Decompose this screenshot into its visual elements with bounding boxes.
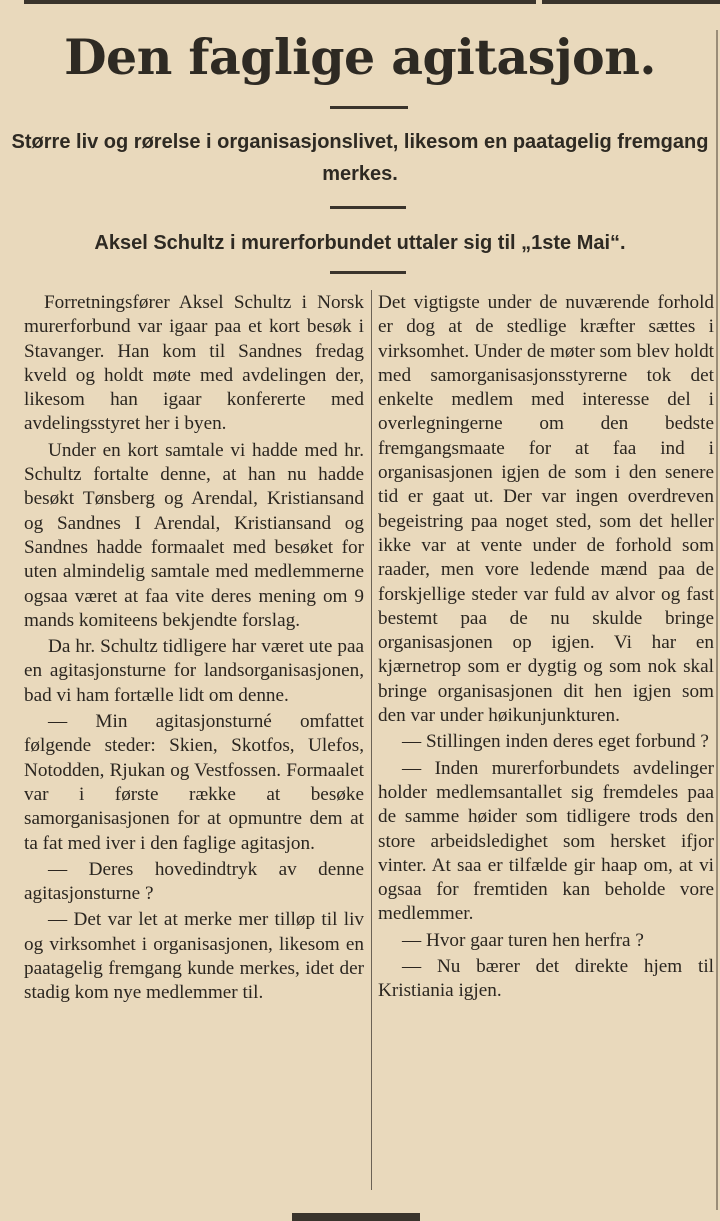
subheadline: Større liv og rørelse i organisasjonslivet, likesom en paatagelig fremgang merkes. [11,131,709,185]
kicker: Aksel Schultz i murerforbundet uttaler sig til „1ste Mai“. [94,232,626,254]
column-divider [371,290,372,1190]
paragraph: — Nu bærer det direkte hjem til Kristiania igjen. [378,956,714,1002]
paragraph: — Deres hovedindtryk av denne agitasjonsturne ? [24,858,364,905]
paragraph: — Min agitasjonsturné omfattet følgende steder: Skien, Skotfos, Ulefos, Notodden, Rjukan og Vestfossen. Formaalet var i første række at besøke samorganisasjonen for at opmuntre dem at ta fat med iver i den faglige agitasjon. [24,711,364,854]
paragraph: — Stillingen inden deres eget forbund ? [402,731,709,753]
kicker-rule [330,271,406,274]
top-border-rule [24,0,536,4]
right-column [378,291,714,1006]
top-border-rule-right [542,0,720,4]
headline: Den faglige agitasjon. [64,28,656,86]
paragraph: Forretningsfører Aksel Schultz i Norsk murerforbund var igaar paa et kort besøk i Stavanger. Han kom til Sandnes fredag kveld og holdt møte med avdelingen der, likesom han igaar konfererte med avdelingsstyret her i byen. [24,292,364,435]
paragraph: — Inden murerforbundets avdelinger holder medlemsantallet sig fremdeles paa de samme høider som tidligere trods den store arbeidsledighet som hersket ifjor vinter. At saa er tilfælde gir haap om, at vi ogsaa for fremtiden kan beholde vore medlemmer. [378,757,714,925]
paragraph: Det vigtigste under de nuværende forhold er dog at de stedlige kræfter sættes i virksomhet. Under de møter som blev holdt med samorganisasjonsstyrerne tok det enkelte medlem med interesse del i overlegningerne om den bedste fremgangsmaate for at faa ind i organisasjonen igjen de som i den senere tid er gaat ut. Der var ingen overdreven begeistring paa noget sted, som det heller ikke var at vente under de forhold som raader, men vore ledende mænd paa de forskjellige steder var fuld av alvor og fast bestemt paa de nu skulde bringe organisasjonen op igjen. Vi har en kjærnetrop som er dygtig og som nok skal bringe organisasjonen dit hen igjen som den var under høikunjunkturen. [378,292,714,727]
headline-rule [330,106,408,109]
paragraph: Da hr. Schultz tidligere har været ute paa en agitasjonsturne for landsorganisasjonen, bad vi ham fortælle lidt om denne. [24,636,364,706]
paragraph: — Det var let at merke mer tilløp til liv og virksomhet i organisasjonen, likesom en paatagelig fremgang kunde merkes, idet der stadig kom nye medlemmer til. [24,909,364,1004]
paragraph: Under en kort samtale vi hadde med hr. Schultz fortalte denne, at han nu hadde besøkt Tønsberg og Arendal, Kristiansand og Sandnes I Arendal, Kristiansand og Sandnes hadde formaalet med besøket for uten almindelig samtale med medlemmerne ogsaa været at faa vite deres mening om 9 mands komiteens bekjendte forslag. [24,439,364,631]
subheadline-rule [330,206,406,209]
paragraph: — Hvor gaar turen hen herfra ? [402,929,644,951]
bottom-rule [292,1213,420,1221]
left-column [24,291,364,1008]
column-edge-line [716,30,718,1210]
